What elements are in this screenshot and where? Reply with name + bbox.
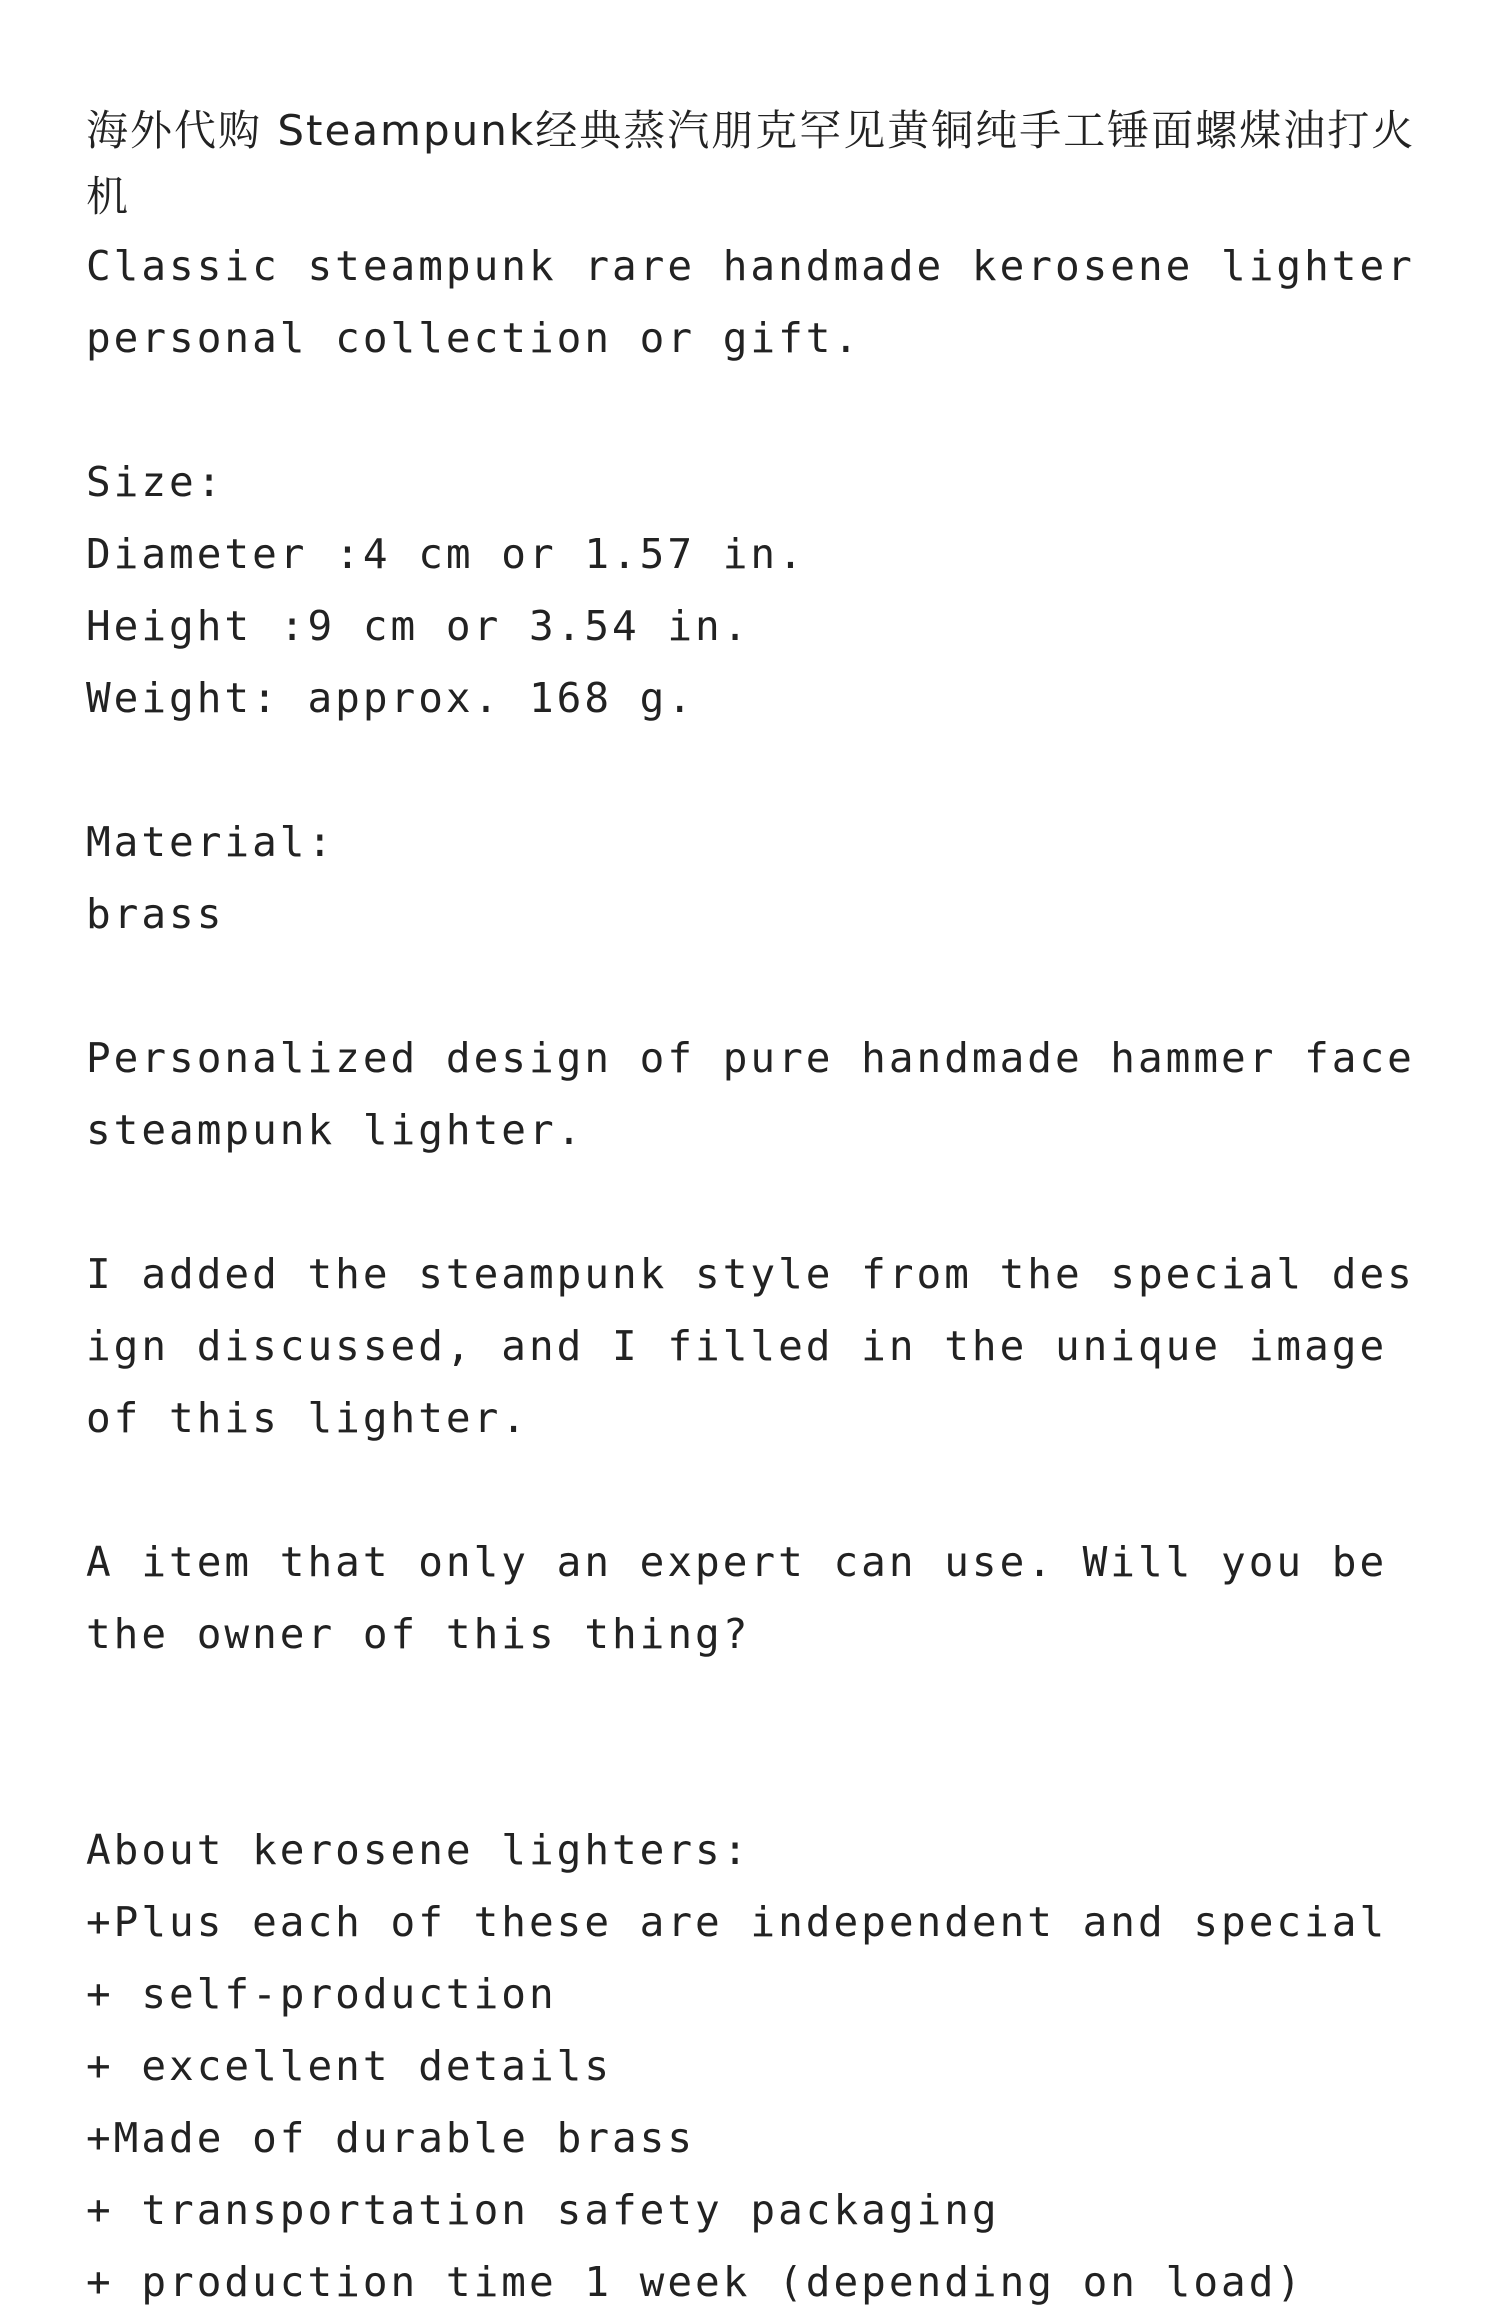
list-item: + transportation safety packaging <box>86 2186 1000 2234</box>
size-heading: Size: <box>86 458 225 506</box>
list-item: + excellent details <box>86 2042 612 2090</box>
product-title: 海外代购 Steampunk经典蒸汽朋克罕见黄铜纯手工锤面螺煤油打火机 <box>86 106 1416 221</box>
list-item: + production time 1 week (depending on load) <box>86 2258 1305 2306</box>
material-section <box>86 806 1426 950</box>
about-section <box>86 1814 1426 2318</box>
intro-text <box>86 230 1426 374</box>
list-item: +Made of durable brass <box>86 2114 696 2162</box>
size-section <box>86 446 1426 734</box>
intro-line: Classic steampunk rare handmade kerosene lighter <box>86 242 1415 290</box>
expert-paragraph: A item that only an expert can use. Will you be the owner of this thing? <box>86 1538 1415 1658</box>
intro-line: personal collection or gift. <box>86 314 862 362</box>
size-weight: Weight: approx. 168 g. <box>86 674 696 722</box>
list-item: +Plus each of these are independent and special <box>86 1898 1388 1946</box>
size-height: Height :9 cm or 3.54 in. <box>86 602 751 650</box>
material-heading: Material: <box>86 818 336 866</box>
product-description <box>86 98 1443 2318</box>
about-heading: About kerosene lighters: <box>86 1826 751 1874</box>
list-item: + self-production <box>86 1970 557 2018</box>
material-value: brass <box>86 890 225 938</box>
size-diameter: Diameter :4 cm or 1.57 in. <box>86 530 806 578</box>
design-paragraph: Personalized design of pure handmade hammer face steampunk lighter. <box>86 1034 1443 1154</box>
style-paragraph: I added the steampunk style from the special design discussed, and I filled in the unique image of this lighter. <box>86 1250 1415 1442</box>
